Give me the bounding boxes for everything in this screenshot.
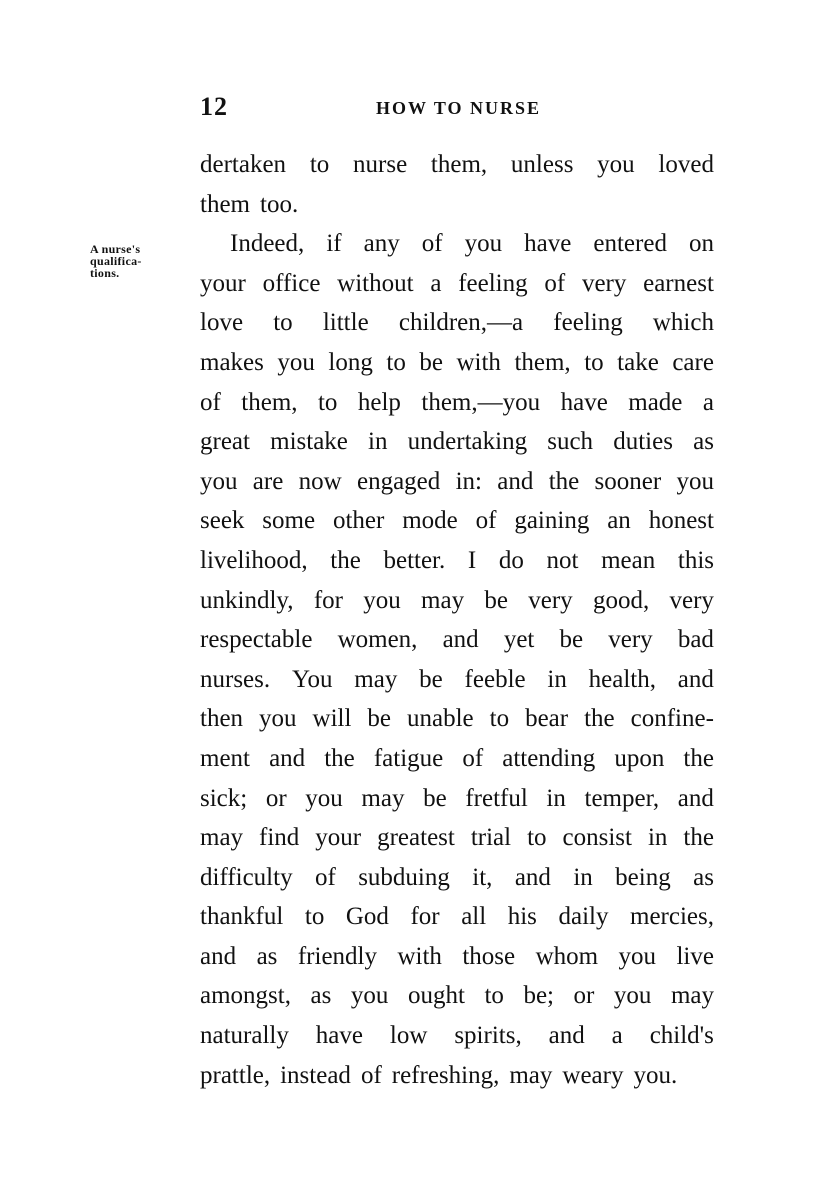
word: refreshing,: [391, 1061, 500, 1089]
word: earnest: [643, 269, 714, 297]
word: and: [200, 942, 237, 970]
word: the: [683, 824, 714, 852]
word: mercies,: [630, 903, 714, 931]
word: respectable: [200, 626, 313, 654]
word: feeling: [553, 309, 623, 337]
word: and: [442, 626, 479, 654]
word: any: [363, 230, 400, 258]
word: have: [315, 1022, 363, 1050]
word: you: [618, 942, 657, 970]
page-number: 12: [200, 92, 228, 121]
word: the: [683, 744, 714, 772]
word: other: [332, 507, 385, 535]
word: too.: [260, 190, 299, 218]
text-line: [200, 660, 714, 700]
text-line: [200, 422, 714, 462]
word: sick;: [200, 784, 248, 812]
word: made: [628, 388, 683, 416]
word: in: [547, 665, 567, 693]
text-line: [200, 976, 714, 1016]
word: your: [315, 824, 362, 852]
word: as: [310, 982, 332, 1010]
word: to: [584, 348, 604, 376]
word: to: [273, 309, 293, 337]
word: of: [200, 388, 221, 416]
word: consist: [562, 824, 632, 852]
word: and: [514, 863, 551, 891]
word: You: [291, 665, 333, 693]
text-line: [200, 264, 714, 304]
word: little: [322, 309, 369, 337]
word: be: [484, 586, 508, 614]
word: them,: [514, 348, 571, 376]
word: yet: [503, 626, 535, 654]
word: may: [361, 784, 405, 812]
word: to: [489, 705, 510, 733]
word: whom: [535, 942, 599, 970]
word: you: [277, 348, 315, 376]
word: them,: [430, 151, 488, 178]
word: children,—a: [398, 309, 524, 337]
word: low: [389, 1022, 428, 1050]
word: then: [200, 705, 244, 733]
text-line: [200, 699, 714, 739]
word: upon: [614, 744, 665, 772]
word: to: [386, 348, 406, 376]
word: be: [419, 665, 443, 693]
word: you: [305, 784, 343, 812]
word: instead: [280, 1061, 351, 1089]
word: with: [397, 942, 442, 970]
word: great: [200, 428, 250, 456]
word: have: [560, 388, 608, 416]
word: entered: [593, 230, 667, 258]
word: as: [693, 428, 714, 456]
word: them: [200, 190, 250, 218]
word: makes: [200, 348, 264, 376]
word: to: [304, 903, 325, 931]
text-line: [200, 185, 714, 225]
word: nurse: [353, 151, 408, 178]
word: find: [259, 824, 300, 852]
word: have: [524, 230, 572, 258]
word: you: [613, 982, 652, 1010]
text-line: [200, 462, 714, 502]
word: fretful: [465, 784, 528, 812]
word: very: [669, 586, 714, 614]
word: long: [328, 348, 373, 376]
word: you: [200, 467, 238, 495]
word: prattle,: [200, 1061, 271, 1089]
word: help: [357, 388, 401, 416]
word: and: [269, 744, 306, 772]
word: a: [702, 388, 714, 416]
word: in:: [455, 467, 482, 495]
word: for: [313, 586, 343, 614]
text-line: [200, 818, 714, 858]
word: weary: [562, 1061, 624, 1089]
word: naturally: [200, 1022, 289, 1050]
word: or: [573, 982, 595, 1010]
word: care: [672, 348, 714, 376]
word: may: [509, 1061, 553, 1089]
word: do: [498, 546, 524, 574]
word: office: [262, 269, 321, 297]
word: mean: [601, 546, 656, 574]
word: gaining: [514, 507, 590, 535]
word: those: [462, 942, 516, 970]
word: and: [548, 1022, 585, 1050]
word: better.: [383, 546, 446, 574]
word: them,—you: [421, 388, 541, 416]
word: are: [252, 467, 284, 495]
word: very: [528, 586, 573, 614]
word: health,: [588, 665, 656, 693]
word: Indeed,: [230, 230, 305, 258]
word: this: [677, 546, 714, 574]
word: honest: [648, 507, 714, 535]
word: attending: [502, 744, 596, 772]
word: live: [676, 942, 714, 970]
word: on: [688, 230, 714, 258]
word: a: [430, 269, 442, 297]
word: confine-: [630, 705, 714, 733]
paragraph: [200, 145, 714, 224]
word: may: [200, 824, 244, 852]
word: mistake: [270, 428, 348, 456]
word: you: [363, 586, 401, 614]
running-title: HOW TO NURSE: [376, 98, 542, 118]
word: of: [462, 744, 484, 772]
word: good,: [592, 586, 650, 614]
word: of: [360, 1061, 382, 1089]
word: you: [464, 230, 503, 258]
word: women,: [337, 626, 418, 654]
word: without: [337, 269, 414, 297]
word: a: [611, 1022, 623, 1050]
text-line: [200, 897, 714, 937]
text-line: [200, 1056, 714, 1096]
word: as: [693, 863, 714, 891]
text-line: [200, 224, 714, 264]
word: and: [677, 665, 714, 693]
word: difficulty: [200, 863, 293, 891]
running-head: [200, 92, 710, 126]
word: dertaken: [200, 151, 287, 178]
text-line: [200, 501, 714, 541]
word: of: [475, 507, 497, 535]
word: unless: [510, 151, 574, 178]
word: be;: [523, 982, 554, 1010]
text-line: [200, 779, 714, 819]
word: his: [507, 903, 537, 931]
word: will: [312, 705, 352, 733]
paragraph: [200, 224, 714, 1095]
word: to: [317, 388, 338, 416]
word: with: [456, 348, 501, 376]
word: spirits,: [454, 1022, 522, 1050]
word: very: [608, 626, 653, 654]
word: seek: [200, 507, 245, 535]
word: engaged: [356, 467, 441, 495]
word: God: [345, 903, 389, 931]
word: the: [330, 546, 361, 574]
word: feeble: [464, 665, 526, 693]
text-line: [200, 343, 714, 383]
word: loved: [658, 151, 714, 178]
word: now: [298, 467, 342, 495]
word: you: [676, 467, 714, 495]
word: may: [670, 982, 714, 1010]
word: bad: [677, 626, 714, 654]
word: of: [314, 863, 336, 891]
word: mode: [402, 507, 458, 535]
word: may: [421, 586, 465, 614]
word: feeling: [458, 269, 528, 297]
word: in: [573, 863, 593, 891]
word: sooner: [594, 467, 662, 495]
text-line: [200, 937, 714, 977]
word: you: [259, 705, 297, 733]
word: for: [410, 903, 440, 931]
text-line: [200, 581, 714, 621]
word: of: [421, 230, 443, 258]
word: nurses.: [200, 665, 271, 693]
word: undertaking: [407, 428, 528, 456]
word: greatest: [377, 824, 455, 852]
word: or: [265, 784, 287, 812]
word: such: [547, 428, 594, 456]
text-line: [200, 858, 714, 898]
text-line: [200, 303, 714, 343]
word: in: [368, 428, 388, 456]
margin-note: [90, 243, 182, 279]
word: which: [652, 309, 714, 337]
word: be: [559, 626, 584, 654]
text-line: [200, 541, 714, 581]
word: you: [350, 982, 389, 1010]
margin-note-line: qualifica-: [90, 254, 142, 268]
word: some: [262, 507, 316, 535]
word: to: [527, 824, 547, 852]
margin-note-line: tions.: [90, 266, 120, 280]
word: to: [484, 982, 504, 1010]
word: being: [615, 863, 671, 891]
word: livelihood,: [200, 546, 308, 574]
word: in: [647, 824, 668, 852]
text-line: [200, 145, 714, 185]
word: the: [584, 705, 615, 733]
word: love: [200, 309, 244, 337]
word: it,: [472, 863, 493, 891]
word: be: [423, 784, 447, 812]
word: all: [461, 903, 487, 931]
word: to: [309, 151, 330, 178]
word: of: [544, 269, 566, 297]
word: the: [324, 744, 355, 772]
text-line: [200, 620, 714, 660]
word: and: [497, 467, 534, 495]
word: ment: [200, 744, 250, 772]
word: bear: [525, 705, 569, 733]
word: fatigue: [373, 744, 444, 772]
word: you.: [633, 1061, 678, 1089]
word: thankful: [200, 903, 284, 931]
word: daily: [558, 903, 609, 931]
word: an: [607, 507, 631, 535]
body-text: [200, 145, 714, 1095]
word: temper,: [584, 784, 660, 812]
word: very: [581, 269, 627, 297]
word: amongst,: [200, 982, 291, 1010]
word: the: [548, 467, 580, 495]
word: I: [467, 546, 477, 574]
word: unable: [407, 705, 474, 733]
text-line: [200, 1016, 714, 1056]
margin-note-line: A nurse's: [90, 242, 141, 256]
text-line: [200, 739, 714, 779]
word: not: [546, 546, 579, 574]
word: ought: [407, 982, 465, 1010]
word: trial: [470, 824, 512, 852]
word: and: [677, 784, 714, 812]
word: be: [419, 348, 443, 376]
word: unkindly,: [200, 586, 294, 614]
word: duties: [613, 428, 673, 456]
word: subduing: [358, 863, 450, 891]
word: if: [326, 230, 342, 258]
word: in: [546, 784, 566, 812]
word: child's: [649, 1022, 714, 1050]
word: may: [354, 665, 398, 693]
word: as: [256, 942, 278, 970]
word: them,: [241, 388, 298, 416]
text-line: [200, 383, 714, 423]
word: friendly: [297, 942, 377, 970]
word: be: [367, 705, 392, 733]
word: you: [597, 151, 635, 178]
word: take: [617, 348, 659, 376]
word: your: [200, 269, 246, 297]
